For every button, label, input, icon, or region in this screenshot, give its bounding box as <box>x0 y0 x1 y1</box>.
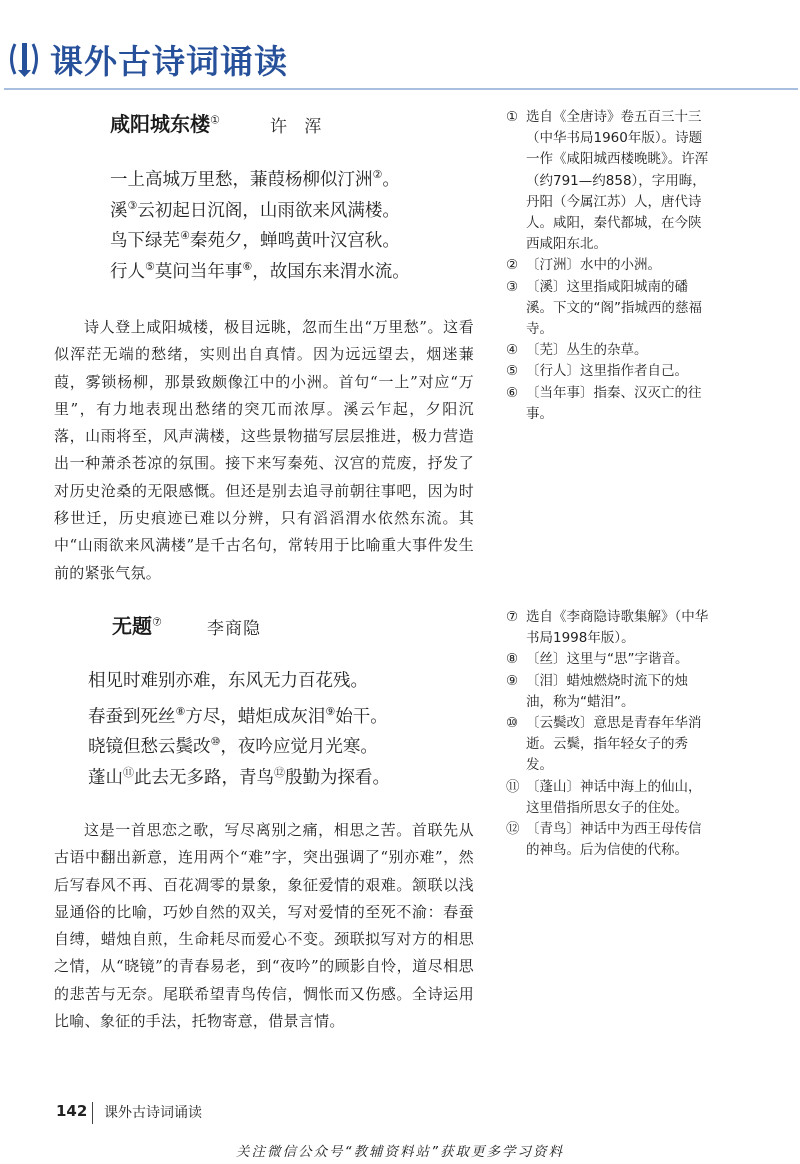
poem-commentary: 这是一首思恋之歌，写尽离别之痛，相思之苦。首联先从古语中翻出新意，连用两个“难”字，突出强调了“别亦难”，然后写春风不再、百花凋零的景象，象征爱情的艰难。颔联以浅显通俗的比喻，巧妙自然的双关，写对爱情的至死不渝：春蚕自缚，蜡烛自煎，生命耗尽而爱心不变。颈联拟写对方的相思之情，从“晓镜”的青春易老，到“夜吟”的顾影自怜，道尽相思的悲苦与无奈。尾联希望青鸟传信，惆怅而又伤感。全诗运用比喻、象征的手法，托物寄意，借景言情。 <box>54 821 474 1031</box>
footnote: ⑦ 选自《李商隐诗歌集解》（中华书局1998年版）。 <box>506 609 709 647</box>
footnote: ① 选自《全唐诗》卷五百三十三（中华书局1960年版）。诗题一作《咸阳城西楼晚眺》。许浑（约791—约858），字用晦，丹阳（今属江苏）人，唐代诗人。咸阳，秦代都城，在今陕西咸阳东北。 <box>506 109 709 253</box>
footnote: ⑧ 〔丝〕这里与“思”字谐音。 <box>506 651 689 668</box>
poem-author: 许 浑 <box>270 117 328 137</box>
poem-title: 咸阳城东楼① <box>110 112 220 136</box>
footer-section-label: 课外古诗词诵读 <box>104 1105 202 1121</box>
page-title: 课外古诗词诵读 <box>50 42 288 81</box>
watermark-text: 关注微信公众号“教辅资料站”获取更多学习资料 <box>236 1144 564 1160</box>
footnote: ⑥ 〔当年事〕指秦、汉灭亡的往事。 <box>506 384 702 422</box>
footnote: ⑩ 〔云鬓改〕意思是青春年华消逝。云鬓，指年轻女子的秀发。 <box>506 715 702 774</box>
poem-title: 无题⑦ <box>112 614 162 638</box>
poem-line: 晓镜但愁云鬓改⑩，夜吟应觉月光寒。 <box>88 735 378 757</box>
footnote: ⑪ 〔蓬山〕神话中海上的仙山，这里借指所思女子的住处。 <box>506 778 702 816</box>
poem-line: 蓬山⑪此去无多路，青鸟⑫殷勤为探看。 <box>88 765 390 788</box>
poem-author: 李商隐 <box>207 619 261 639</box>
footnote: ⑨ 〔泪〕蜡烛燃烧时流下的烛油，称为“蜡泪”。 <box>506 672 688 710</box>
footnote: ⑤ 〔行人〕这里指作者自己。 <box>506 363 688 380</box>
footnote: ⑫ 〔青鸟〕神话中为西王母传信的神鸟。后为信使的代称。 <box>506 821 702 859</box>
poem-commentary: 诗人登上咸阳城楼，极目远眺，忽而生出“万里愁”。这看似浑茫无端的愁绪，实则出自真情。因为远远望去，烟迷蒹葭，雾锁杨柳，那景致颇像江中的小洲。首句“一上”对应“万里”，有力地表现出愁绪的突兀而浓厚。溪云乍起，夕阳沉落，山雨将至，风声满楼，这些景物描写层层推进，极力营造出一种萧杀苍凉的氛围。接下来写秦苑、汉宫的荒废，抒发了对历史沧桑的无限感慨。但还是别去追寻前朝往事吧，因为时移世迁，历史痕迹已难以分辨，只有滔滔渭水依然东流。其中“山雨欲来风满楼”是千古名句，常转用于比喻重大事件发生前的紧张气氛。 <box>54 318 474 582</box>
footnote: ② 〔汀洲〕水中的小洲。 <box>506 257 661 274</box>
header-divider <box>4 88 798 90</box>
footnote: ④ 〔芜〕丛生的杂草。 <box>506 342 648 359</box>
page-number: 142 <box>56 1102 88 1120</box>
poem-line: 行人⑤莫问当年事⑥，故国东来渭水流。 <box>110 259 410 282</box>
poem-body <box>88 666 390 788</box>
footer-divider <box>92 1102 93 1124</box>
footnote: ③ 〔溪〕这里指咸阳城南的磻溪。下文的“阁”指城西的慈福寺。 <box>506 278 702 338</box>
poem-line: 鸟下绿芜④秦苑夕，蝉鸣黄叶汉宫秋。 <box>110 229 400 251</box>
footnotes <box>506 607 712 861</box>
section-logo-icon <box>6 38 42 80</box>
footnotes <box>506 107 712 425</box>
poem-line: 相见时难别亦难，东风无力百花残。 <box>88 671 368 691</box>
poem-body <box>110 160 410 282</box>
poem-line: 溪③云初起日沉阁，山雨欲来风满楼。 <box>110 198 400 221</box>
poem-line: 一上高城万里愁，蒹葭杨柳似汀洲②。 <box>110 168 400 190</box>
poem-line: 春蚕到死丝⑧方尽，蜡炬成灰泪⑨始干。 <box>88 704 388 727</box>
